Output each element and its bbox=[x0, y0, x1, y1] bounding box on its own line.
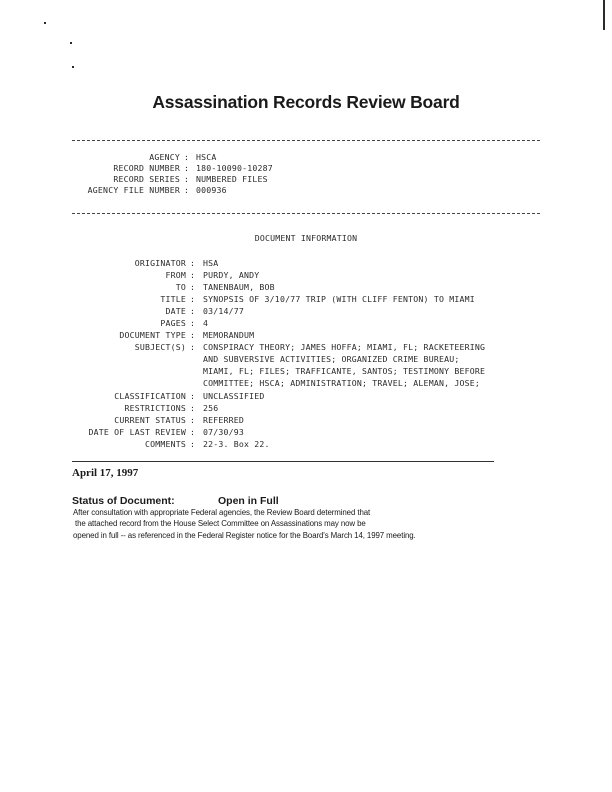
field-value: AND SUBVERSIVE ACTIVITIES; ORGANIZED CRIME BUREAU; bbox=[203, 354, 460, 364]
field-value: REFERRED bbox=[203, 415, 245, 425]
field-colon: : bbox=[190, 427, 196, 437]
field-colon: : bbox=[184, 185, 190, 195]
field-label: ORIGINATOR bbox=[134, 258, 186, 268]
field-document-type bbox=[0, 330, 612, 341]
field-colon: : bbox=[184, 152, 190, 162]
page-title: Assassination Records Review Board bbox=[152, 92, 460, 112]
bottom-divider bbox=[72, 461, 494, 462]
field-value: 000936 bbox=[196, 185, 227, 195]
field-record-number bbox=[0, 163, 612, 174]
field-colon: : bbox=[190, 330, 196, 340]
field-value: HSCA bbox=[196, 152, 217, 162]
field-agency-file-number bbox=[0, 185, 612, 196]
section-title: DOCUMENT INFORMATION bbox=[254, 233, 358, 243]
field-classification bbox=[0, 391, 612, 402]
field-colon: : bbox=[190, 294, 196, 304]
middle-divider bbox=[72, 213, 540, 214]
field-value: 22-3. Box 22. bbox=[203, 439, 270, 449]
field-label: DOCUMENT TYPE bbox=[119, 330, 186, 340]
field-value: PURDY, ANDY bbox=[203, 270, 260, 280]
field-to bbox=[0, 282, 612, 293]
field-subjects bbox=[0, 342, 612, 353]
field-label: SUBJECT(S) bbox=[134, 342, 186, 352]
field-value: 180-10090-10287 bbox=[196, 163, 273, 173]
field-colon: : bbox=[190, 306, 196, 316]
field-from bbox=[0, 270, 612, 281]
field-colon: : bbox=[190, 270, 196, 280]
field-value: MIAMI, FL; FILES; TRAFFICANTE, SANTOS; TESTIMONY BEFORE bbox=[203, 366, 486, 376]
field-label: RESTRICTIONS bbox=[124, 403, 186, 413]
field-comments bbox=[0, 439, 612, 450]
field-label: DATE OF LAST REVIEW bbox=[88, 427, 186, 437]
field-label: AGENCY FILE NUMBER bbox=[87, 185, 180, 195]
field-colon: : bbox=[184, 163, 190, 173]
top-divider bbox=[72, 140, 540, 141]
field-label: FROM bbox=[165, 270, 186, 280]
field-value: TANENBAUM, BOB bbox=[203, 282, 275, 292]
field-restrictions bbox=[0, 403, 612, 414]
field-value: 256 bbox=[203, 403, 219, 413]
field-colon: : bbox=[190, 282, 196, 292]
status-label: Status of Document: bbox=[72, 495, 175, 507]
field-date-of-last-review bbox=[0, 427, 612, 438]
field-record-series bbox=[0, 174, 612, 185]
field-originator bbox=[0, 258, 612, 269]
field-label: RECORD SERIES bbox=[113, 174, 180, 184]
field-value: 03/14/77 bbox=[203, 306, 245, 316]
field-colon: : bbox=[190, 403, 196, 413]
field-colon: : bbox=[190, 318, 196, 328]
field-pages bbox=[0, 318, 612, 329]
field-value: UNCLASSIFIED bbox=[203, 391, 265, 401]
release-date: April 17, 1997 bbox=[72, 467, 139, 479]
status-value: Open in Full bbox=[218, 495, 279, 507]
field-value: MEMORANDUM bbox=[203, 330, 255, 340]
scan-speck bbox=[44, 22, 46, 24]
status-paragraph-line: After consultation with appropriate Federal agencies, the Review Board determined that bbox=[73, 508, 371, 517]
field-value: 4 bbox=[203, 318, 209, 328]
field-label: CURRENT STATUS bbox=[114, 415, 186, 425]
field-agency bbox=[0, 152, 612, 163]
field-colon: : bbox=[190, 342, 196, 352]
field-subjects-cont bbox=[0, 354, 612, 365]
scan-speck bbox=[70, 42, 72, 44]
field-label: TO bbox=[175, 282, 186, 292]
field-subjects-cont bbox=[0, 366, 612, 377]
field-label: TITLE bbox=[160, 294, 186, 304]
field-value: SYNOPSIS OF 3/10/77 TRIP (WITH CLIFF FENTON) TO MIAMI bbox=[203, 294, 475, 304]
field-current-status bbox=[0, 415, 612, 426]
field-label: COMMENTS bbox=[144, 439, 186, 449]
field-value: HSA bbox=[203, 258, 219, 268]
scan-edge bbox=[603, 0, 605, 30]
status-paragraph-line: the attached record from the House Select Committee on Assassinations may now be bbox=[75, 519, 366, 528]
field-colon: : bbox=[190, 391, 196, 401]
field-title bbox=[0, 294, 612, 305]
field-value: CONSPIRACY THEORY; JAMES HOFFA; MIAMI, FL; RACKETEERING bbox=[203, 342, 486, 352]
field-value: COMMITTEE; HSCA; ADMINISTRATION; TRAVEL; ALEMAN, JOSE; bbox=[203, 378, 480, 388]
field-subjects-cont bbox=[0, 378, 612, 389]
field-label: CLASSIFICATION bbox=[114, 391, 186, 401]
field-value: NUMBERED FILES bbox=[196, 174, 268, 184]
field-value: 07/30/93 bbox=[203, 427, 245, 437]
field-colon: : bbox=[190, 439, 196, 449]
field-date bbox=[0, 306, 612, 317]
field-label: AGENCY bbox=[149, 152, 180, 162]
field-label: PAGES bbox=[160, 318, 186, 328]
status-paragraph-line: opened in full -- as referenced in the Federal Register notice for the Board's March 14, 1997 meeting. bbox=[73, 531, 416, 540]
field-colon: : bbox=[184, 174, 190, 184]
field-colon: : bbox=[190, 415, 196, 425]
field-label: RECORD NUMBER bbox=[113, 163, 180, 173]
scan-speck bbox=[72, 66, 74, 68]
field-label: DATE bbox=[165, 306, 186, 316]
field-colon: : bbox=[190, 258, 196, 268]
